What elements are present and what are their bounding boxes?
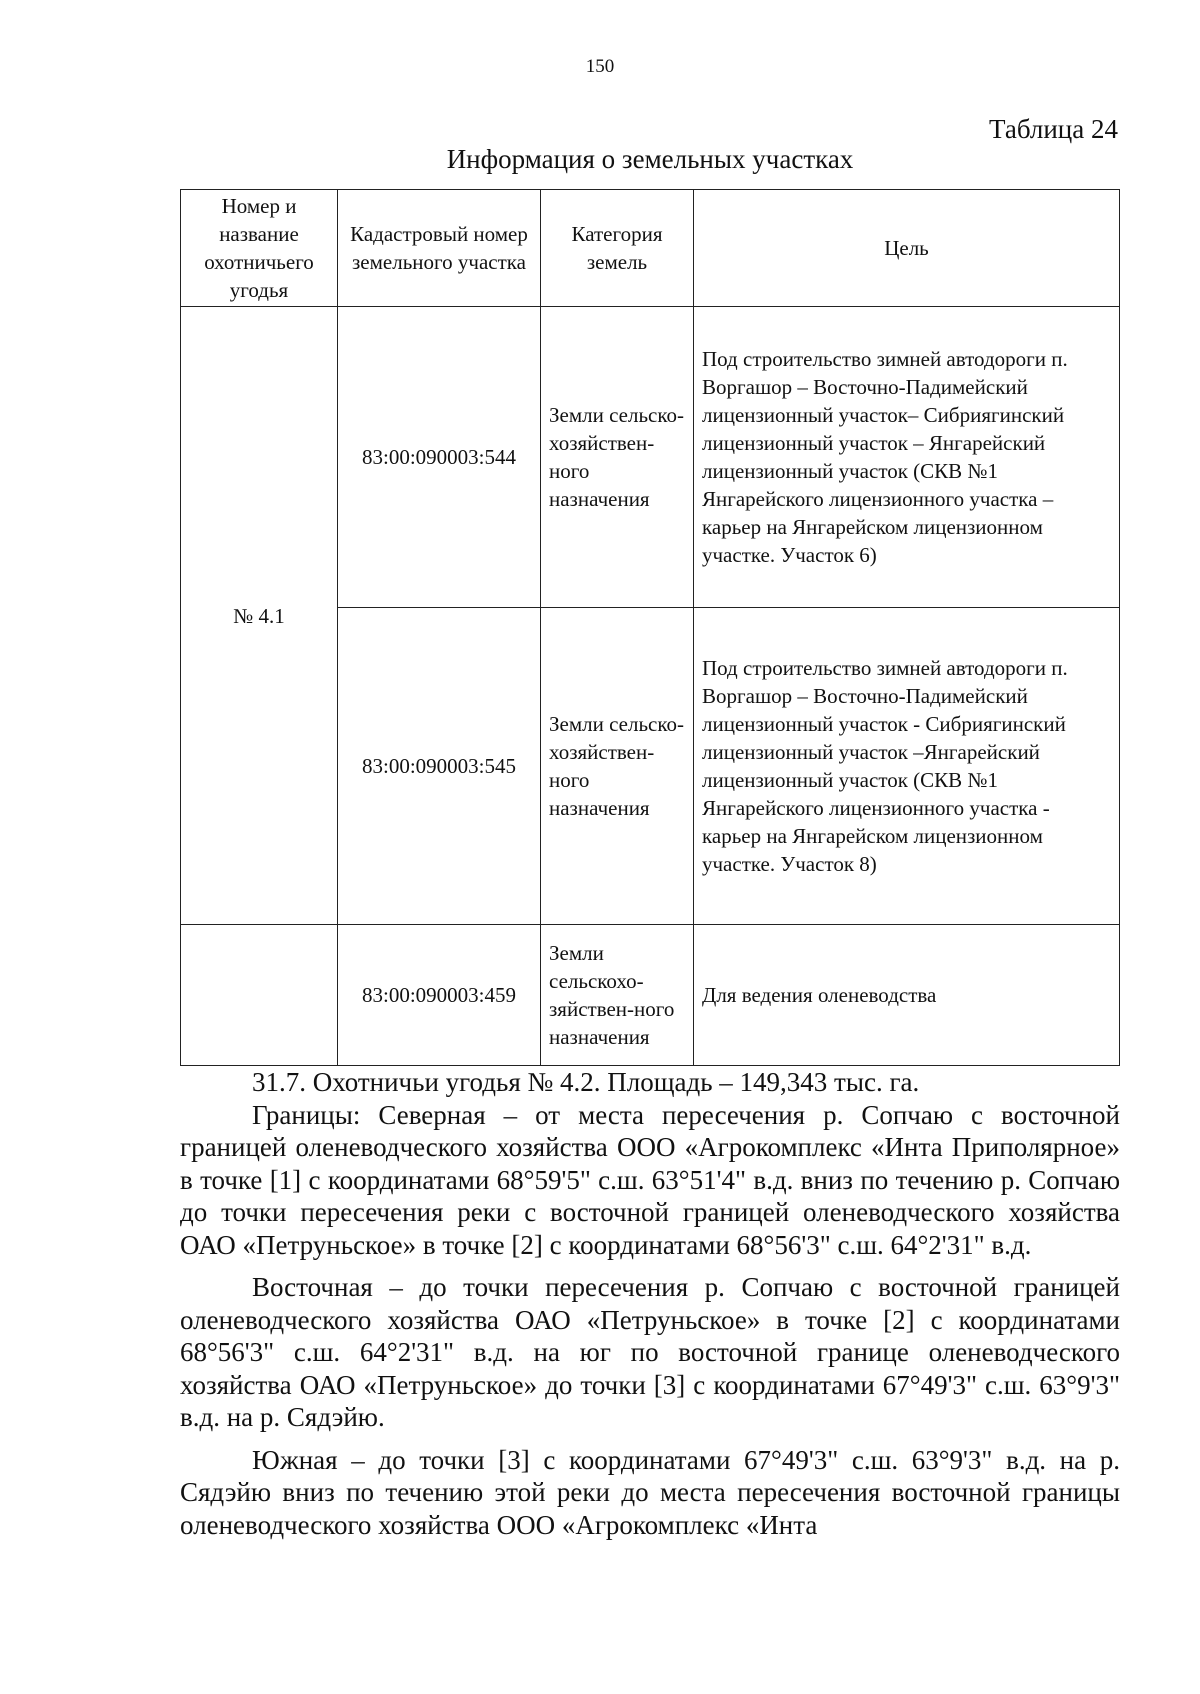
- header-hunting-ground: Номер и название охотничьего угодья: [181, 190, 338, 307]
- page-number: 150: [585, 56, 615, 77]
- south-boundary-paragraph: Южная – до точки [3] с координатами 67°49'3" с.ш. 63°9'3" в.д. на р. Сядэйю вниз по течению этой реки до места пересечения восточной границы оленеводческого хозяйства ООО «Агрокомплекс «Инта: [180, 1444, 1120, 1540]
- table-row: [181, 307, 1120, 608]
- section-heading-paragraph: 31.7. Охотничьи угодья № 4.2. Площадь – 149,343 тыс. га.: [252, 1067, 920, 1097]
- purpose-cell: Под строительство зимней автодороги п. Воргашор – Восточно-Падимейский лицензионный участок - Сибриягинский лицензионный участок –Янгарейский лицензионный участок (СКВ №1 Янгарейского лицензионного участка - карьер на Янгарейском лицензионном участке. Участок 8): [694, 608, 1120, 925]
- north-boundary-paragraph: Границы: Северная – от места пересечения р. Сопчаю с восточной границей оленеводческого хозяйства ООО «Агрокомплекс «Инта Приполярное» в точке [1] с координатами 68°59'5" с.ш. 63°51'4" в.д. вниз по течению р. Сопчаю до точки пересечения реки с восточной границей оленеводческого хозяйства ОАО «Петруньское» в точке [2] с координатами 68°56'3" с.ш. 64°2'31" в.д.: [180, 1099, 1120, 1260]
- land-category-cell: Земли сельско-хозяйствен-ного назначения: [541, 608, 694, 925]
- cadastral-number-cell: 83:00:090003:459: [338, 925, 541, 1066]
- east-boundary-paragraph: Восточная – до точки пересечения р. Сопчаю с восточной границей оленеводческого хозяйства ОАО «Петруньское» в точке [2] с координатами 68°56'3" с.ш. 64°2'31" в.д. на юг по восточной границе оленеводческого хозяйства ОАО «Петруньское» до точки [3] с координатами 67°49'3" с.ш. 63°9'3" в.д. на р. Сядэйю.: [180, 1272, 1120, 1432]
- table-label: Таблица 24: [989, 114, 1118, 144]
- land-plots-table: [180, 189, 1120, 1066]
- table-row: [181, 925, 1120, 1066]
- purpose-cell: Для ведения оленеводства: [694, 925, 1120, 1066]
- body-text: [180, 1066, 1120, 1541]
- table-header-row: [181, 190, 1120, 307]
- cadastral-number-cell: 83:00:090003:544: [338, 307, 541, 608]
- header-land-category: Категория земель: [541, 190, 694, 307]
- land-category-cell: Земли сельско-хозяйствен-ного назначения: [541, 307, 694, 608]
- land-category-cell: Земли сельскохо-зяйствен-ного назначения: [541, 925, 694, 1066]
- header-purpose: Цель: [694, 190, 1120, 307]
- hunting-ground-number: № 4.1: [181, 307, 338, 925]
- purpose-cell: Под строительство зимней автодороги п. Воргашор – Восточно-Падимейский лицензионный участок– Сибриягинский лицензионный участок – Янгарейский лицензионный участок (СКВ №1 Янгарейского лицензионного участка – карьер на Янгарейском лицензионном участке. Участок 6): [694, 307, 1120, 608]
- header-cadastral-number: Кадастровый номер земельного участка: [338, 190, 541, 307]
- cadastral-number-cell: 83:00:090003:545: [338, 608, 541, 925]
- table-title: Информация о земельных участках: [446, 144, 854, 174]
- hunting-ground-number-empty: [181, 925, 338, 1066]
